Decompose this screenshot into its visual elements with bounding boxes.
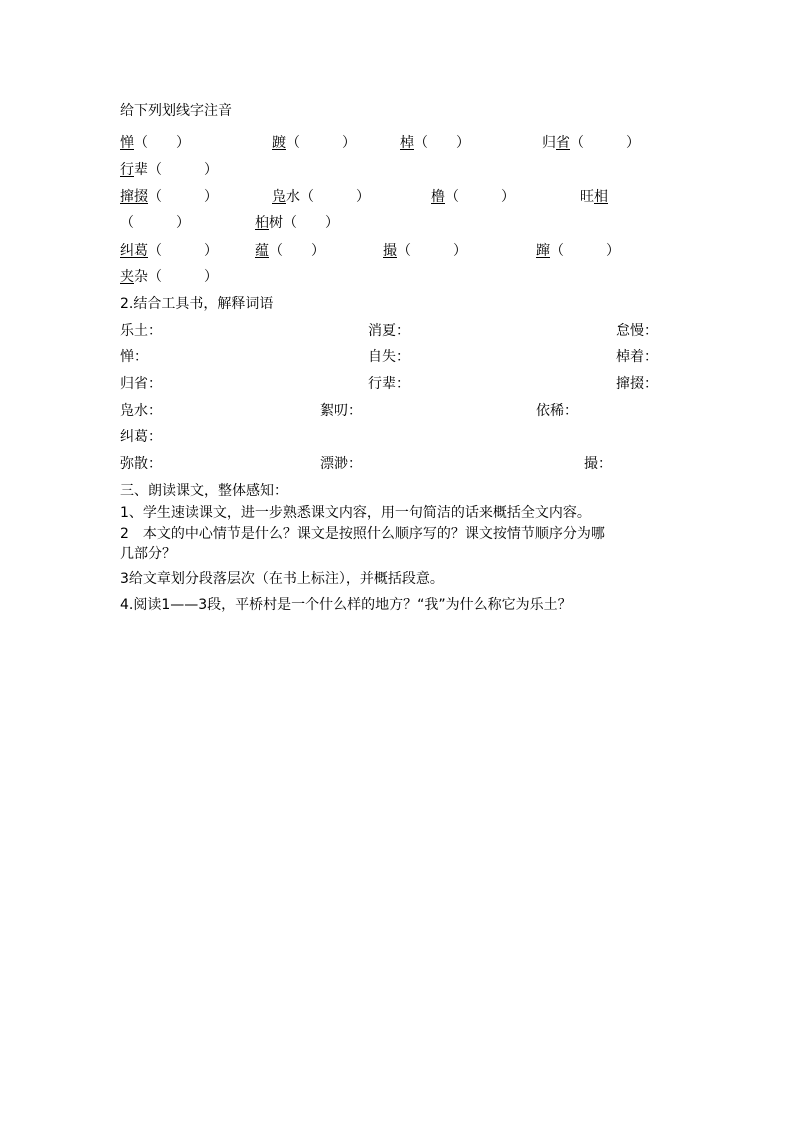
term-label: 自失： (368, 349, 410, 365)
pinyin-item: 桕树（ ） (255, 215, 339, 231)
question-4: 4.阅读1——3段，平桥村是一个什么样的地方？“我”为什么称它为乐土？ (120, 597, 572, 613)
answer-blank: （ ） (283, 215, 339, 231)
underlined-char: 撮 (383, 243, 397, 259)
underlined-char: 凫 (272, 189, 286, 205)
term-label: 惮： (120, 349, 148, 365)
terms-row (120, 347, 680, 367)
underlined-char: 桕 (255, 215, 269, 231)
answer-blank: （ ） (120, 215, 190, 231)
term-label: 消夏： (368, 323, 410, 339)
answer-blank: （ ） (397, 243, 467, 259)
question-2-line-2: 几部分？ (120, 546, 176, 562)
answer-blank: （ ） (550, 243, 620, 259)
term-label: 撺掇： (616, 376, 658, 392)
terms-row (120, 321, 680, 341)
pinyin-item: 凫水（ ） (272, 189, 370, 205)
underlined-char: 行 (120, 162, 134, 178)
answer-blank: （ ） (300, 189, 370, 205)
pinyin-item (536, 241, 620, 261)
pinyin-row-5 (120, 241, 680, 261)
answer-blank: （ ） (286, 135, 356, 151)
answer-blank: （ ） (148, 269, 218, 285)
pinyin-item: 归省（ ） (542, 135, 640, 151)
underlined-char: 橹 (431, 189, 445, 205)
term-label: 棹着： (616, 349, 658, 365)
pinyin-item (383, 241, 467, 261)
term-label: 行辈： (368, 376, 410, 392)
answer-blank: （ ） (414, 135, 470, 151)
answer-blank: （ ） (148, 243, 218, 259)
pinyin-item (431, 187, 515, 207)
terms-row (120, 427, 680, 447)
section3-title: 三、朗读课文，整体感知： (120, 483, 288, 499)
question-3: 3给文章划分段落层次（在书上标注），并概括段意。 (120, 571, 444, 587)
term-label: 依稀： (536, 403, 578, 419)
pinyin-item (120, 241, 218, 261)
answer-blank: （ ） (148, 189, 218, 205)
underlined-char: 省 (556, 135, 570, 151)
pinyin-item (120, 187, 218, 207)
pinyin-item (255, 241, 325, 261)
pinyin-item: 旺相 (580, 189, 608, 205)
underlined-char: 撺掇 (120, 189, 148, 205)
underlined-char: 蹿 (536, 243, 550, 259)
term-label: 弥散： (120, 456, 162, 472)
term-label: 归省： (120, 376, 162, 392)
pinyin-item (400, 133, 470, 153)
term-label: 怠慢： (616, 323, 658, 339)
answer-blank: （ ） (134, 135, 190, 151)
underlined-char: 夹 (120, 269, 134, 285)
section1-title: 给下列划线字注音 (120, 103, 232, 119)
pinyin-row-4 (120, 213, 680, 233)
term-label: 乐土： (120, 323, 162, 339)
underlined-char: 纠葛 (120, 243, 148, 259)
pinyin-item: 行辈（ ） (120, 162, 218, 178)
pinyin-item: 夹杂（ ） (120, 269, 218, 285)
term-label: 絮叨： (320, 403, 362, 419)
underlined-char: 惮 (120, 135, 134, 151)
term-label: 撮： (584, 456, 612, 472)
term-label: 漂渺： (320, 456, 362, 472)
pinyin-row-3 (120, 187, 680, 207)
pinyin-item (272, 133, 356, 153)
terms-row (120, 374, 680, 394)
answer-blank: （ ） (570, 135, 640, 151)
underlined-char: 相 (594, 189, 608, 205)
answer-blank: （ ） (269, 243, 325, 259)
terms-row (120, 401, 680, 421)
answer-blank: （ ） (445, 189, 515, 205)
section2-title: 2.结合工具书，解释词语 (120, 296, 274, 312)
underlined-char: 棹 (400, 135, 414, 151)
underlined-char: 踱 (272, 135, 286, 151)
answer-blank: （ ） (148, 162, 218, 178)
underlined-char: 蕴 (255, 243, 269, 259)
pinyin-row-2 (120, 160, 680, 180)
term-label: 纠葛： (120, 429, 162, 445)
pinyin-row-6 (120, 267, 680, 287)
term-label: 凫水： (120, 403, 162, 419)
pinyin-item (120, 133, 190, 153)
question-1: 1、学生速读课文，进一步熟悉课文内容，用一句简洁的话来概括全文内容。 (120, 505, 591, 521)
terms-row (120, 454, 680, 474)
pinyin-row-1 (120, 133, 680, 153)
question-2-line-1: 2 本文的中心情节是什么？课文是按照什么顺序写的？课文按情节顺序分为哪 (120, 526, 605, 542)
